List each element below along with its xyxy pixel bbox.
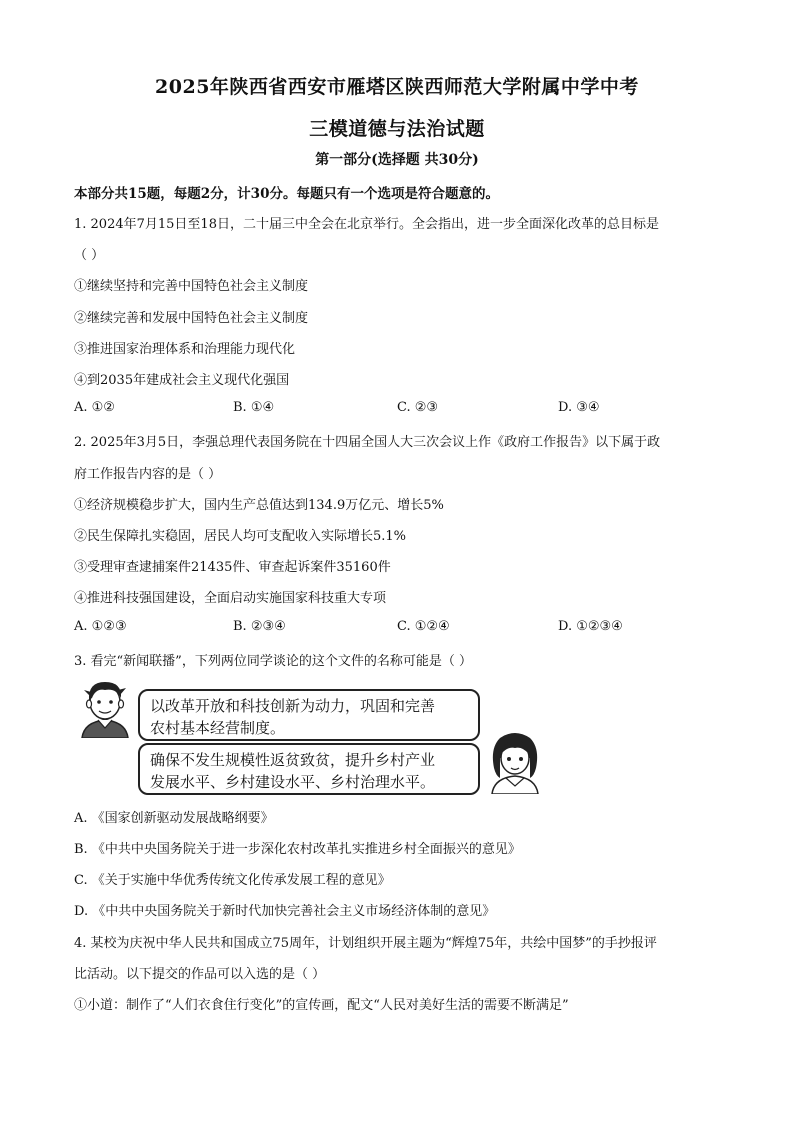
- q1-option-a: A. ①②: [74, 400, 115, 415]
- bubble-boy-line2: 农村基本经营制度。: [150, 719, 286, 737]
- q3-stem-line1: 3. 看完“新闻联播”，下列两位同学谈论的这个文件的名称可能是（ ）: [74, 654, 472, 669]
- q2-stem-line1: 2. 2025年3月5日，李强总理代表国务院在十四届全国人大三次会议上作《政府工作报告》以下属于政: [74, 435, 661, 450]
- q3-option-a: A. 《国家创新驱动发展战略纲要》: [74, 811, 274, 826]
- q2-stem-line2: 府工作报告内容的是（ ）: [74, 467, 222, 482]
- girl-student-illustration: [484, 728, 546, 794]
- q4-item-1: ①小道：制作了“人们衣食住行变化”的宣传画，配文“人民对美好生活的需要不断满足”: [74, 998, 569, 1013]
- q2-item-2: ②民生保障扎实稳固，居民人均可支配收入实际增长5.1%: [74, 529, 407, 544]
- q1-option-d: D. ③④: [558, 400, 600, 415]
- q2-item-1: ①经济规模稳步扩大，国内生产总值达到134.9万亿元、增长5%: [74, 498, 444, 513]
- q2-item-3: ③受理审查逮捕案件21435件、审查起诉案件35160件: [74, 560, 391, 575]
- boy-student-illustration: [74, 676, 136, 738]
- exam-title-line2: 三模道德与法治试题: [309, 118, 485, 140]
- q1-stem-line2: （ ）: [74, 248, 105, 263]
- speech-bubble-boy: [138, 689, 480, 741]
- exam-title-line1: 2025年陕西省西安市雁塔区陕西师范大学附属中学中考: [155, 76, 639, 98]
- bubble-girl-line2: 发展水平、乡村建设水平、乡村治理水平。: [150, 773, 436, 791]
- q2-option-d: D. ①②③④: [558, 619, 623, 634]
- q2-option-b: B. ②③④: [233, 619, 286, 634]
- q1-stem-line1: 1. 2024年7月15日至18日，二十届三中全会在北京举行。全会指出，进一步全面深化改革的总目标是: [74, 217, 659, 232]
- q2-item-4: ④推进科技强国建设，全面启动实施国家科技重大专项: [74, 591, 387, 606]
- q2-option-a: A. ①②③: [74, 619, 127, 634]
- section-instructions: 本部分共15题，每题2分，计30分。每题只有一个选项是符合题意的。: [74, 186, 499, 202]
- q1-item-2: ②继续完善和发展中国特色社会主义制度: [74, 311, 309, 326]
- q1-item-4: ④到2035年建成社会主义现代化强国: [74, 373, 290, 388]
- bubble-boy-line1: 以改革开放和科技创新为动力，巩固和完善: [150, 697, 436, 715]
- q1-item-1: ①继续坚持和完善中国特色社会主义制度: [74, 279, 309, 294]
- q1-option-b: B. ①④: [233, 400, 275, 415]
- q3-option-d: D. 《中共中央国务院关于新时代加快完善社会主义市场经济体制的意见》: [74, 904, 496, 919]
- q1-item-3: ③推进国家治理体系和治理能力现代化: [74, 342, 296, 357]
- bubble-girl-line1: 确保不发生规模性返贫致贫，提升乡村产业: [150, 751, 436, 769]
- q3-option-c: C. 《关于实施中华优秀传统文化传承发展工程的意见》: [74, 873, 391, 888]
- q4-stem-line1: 4. 某校为庆祝中华人民共和国成立75周年，计划组织开展主题为“辉煌75年，共绘中国梦”的手抄报评: [74, 936, 657, 951]
- speech-bubble-girl: [138, 743, 480, 795]
- section-heading: 第一部分(选择题 共30分): [315, 152, 479, 168]
- q4-stem-line2: 比活动。以下提交的作品可以入选的是（ ）: [74, 967, 326, 982]
- q2-option-c: C. ①②④: [397, 619, 450, 634]
- q3-option-b: B. 《中共中央国务院关于进一步深化农村改革扎实推进乡村全面振兴的意见》: [74, 842, 521, 857]
- q1-option-c: C. ②③: [397, 400, 439, 415]
